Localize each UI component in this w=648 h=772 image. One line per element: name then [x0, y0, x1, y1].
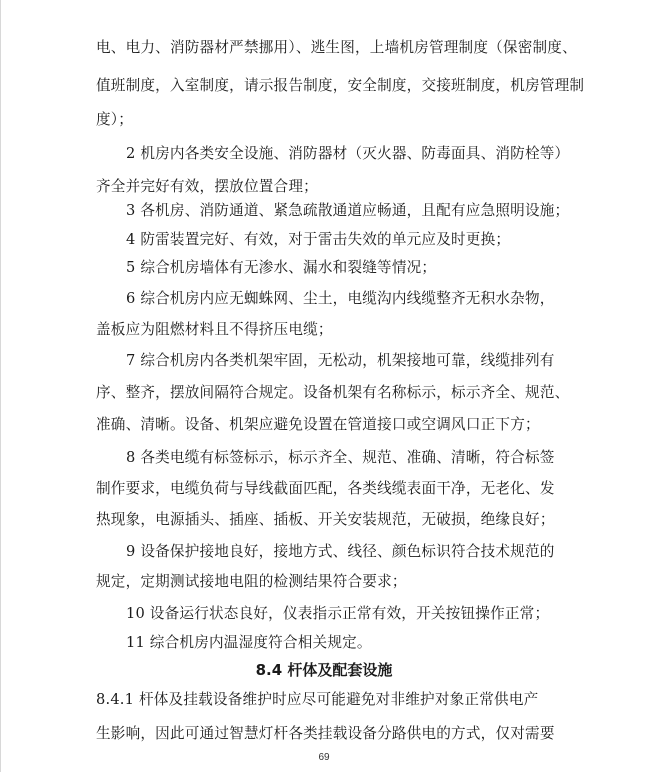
text-line: 度）； [96, 111, 134, 129]
text-line: 准确、清晰。设备、机架应避免设置在管道接口或空调风口正下方； [96, 416, 540, 434]
list-item-11: 11 综合机房内温湿度符合相关规定。 [126, 633, 372, 651]
list-item-5: 5 综合机房墙体有无渗水、漏水和裂缝等情况； [126, 259, 437, 277]
list-item-4: 4 防雷装置完好、有效，对于雷击失效的单元应及时更换； [126, 230, 511, 248]
section-heading: 8.4 杆体及配套设施 [255, 661, 393, 680]
text-line: 热现象，电源插头、插座、插板、开关安装规范，无破损，绝缘良好； [96, 511, 555, 529]
list-item-6: 6 综合机房内应无蜘蛛网、尘土，电缆沟内线缆整齐无积水杂物， [126, 289, 555, 307]
list-item-10: 10 设备运行状态良好，仪表指示正常有效，开关按钮操作正常； [126, 605, 550, 623]
text-line: 值班制度，入室制度，请示报告制度，安全制度，交接班制度，机房管理制 [96, 77, 585, 94]
text-line: 规定，定期测试接地电阻的检测结果符合要求； [96, 573, 407, 590]
text-line: 电、电力、消防器材严禁挪用）、逃生图，上墙机房管理制度（保密制度、 [96, 39, 577, 56]
list-item-7: 7 综合机房内各类机架牢固，无松动，机架接地可靠，线缆排列有 [126, 351, 555, 369]
list-item-2: 2 机房内各类安全设施、消防器材（灭火器、防毒面具、消防栓等） [126, 145, 570, 163]
text-line: 序、整齐，摆放间隔符合规定。设备机架有名称标示，标示齐全、规范、 [96, 383, 570, 401]
text-line: 盖板应为阻燃材料且不得挤压电缆； [96, 321, 333, 339]
section-text-line: 生影响，因此可通过智慧灯杆各类挂载设备分路供电的方式，仅对需要 [96, 725, 555, 742]
list-item-9: 9 设备保护接地良好，接地方式、线径、颜色标识符合技术规范的 [126, 542, 555, 560]
list-item-3: 3 各机房、消防通道、紧急疏散通道应畅通，且配有应急照明设施； [126, 202, 570, 220]
section-text-line: 8.4.1 杆体及挂载设备维护时应尽可能避免对非维护对象正常供电产 [96, 690, 539, 708]
page-number: 69 [318, 752, 330, 763]
text-line: 齐全并完好有效，摆放位置合理； [96, 177, 318, 195]
text-line: 制作要求，电缆负荷与导线截面匹配，各类线缆表面干净，无老化、发 [96, 479, 555, 497]
list-item-8: 8 各类电缆有标签标示，标示齐全、规范、准确、清晰，符合标签 [126, 448, 555, 466]
